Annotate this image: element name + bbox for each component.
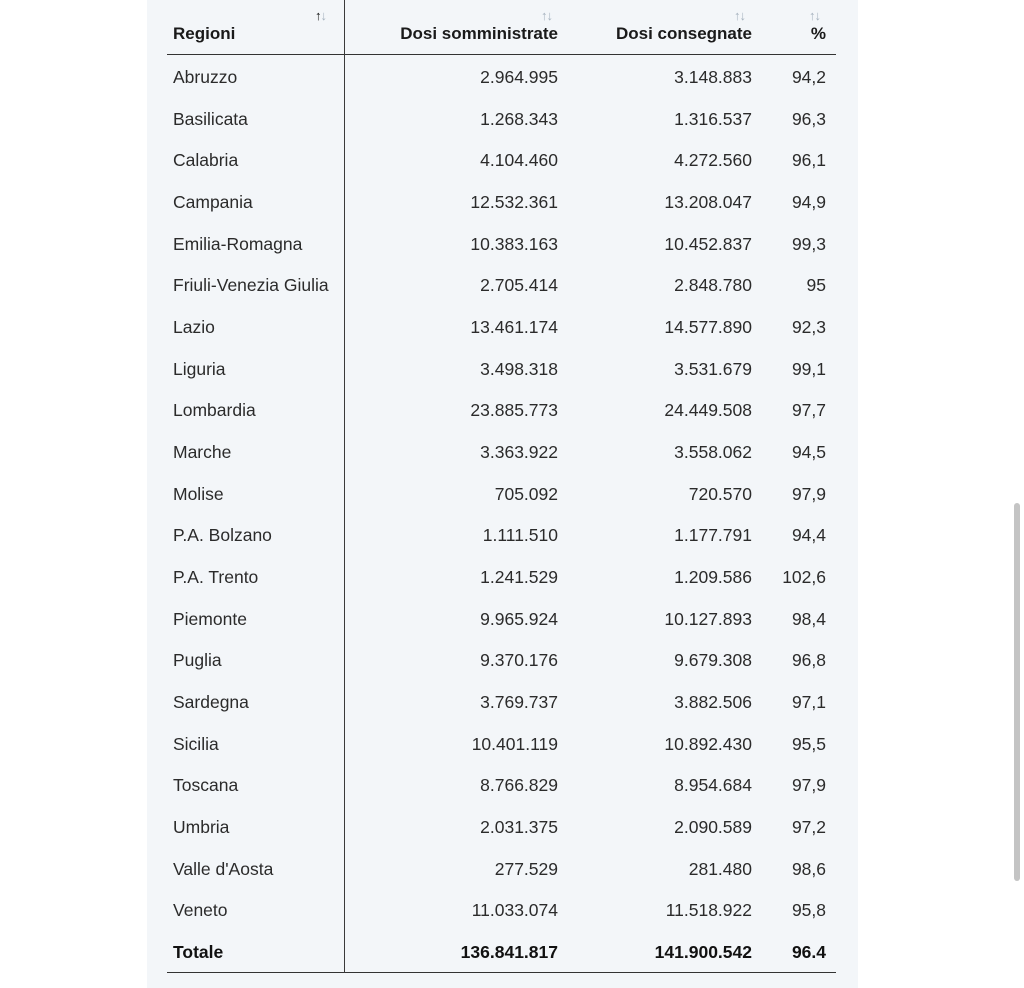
delivered-cell: 8.954.684 <box>674 775 752 796</box>
delivered-cell: 14.577.890 <box>664 316 752 337</box>
table-row <box>167 889 836 931</box>
table-row <box>167 306 836 348</box>
percent-cell: 98,4 <box>791 608 826 629</box>
region-cell: P.A. Bolzano <box>173 525 272 546</box>
administered-cell: 1.111.510 <box>482 525 558 546</box>
total-administered: 136.841.817 <box>460 942 558 962</box>
administered-cell: 277.529 <box>494 858 558 879</box>
region-cell: Friuli-Venezia Giulia <box>173 275 329 296</box>
delivered-cell: 3.882.506 <box>674 691 752 712</box>
percent-cell: 94,4 <box>791 525 826 546</box>
table-row <box>167 556 836 598</box>
header-region[interactable]: Regioni <box>173 24 236 43</box>
delivered-cell: 9.679.308 <box>674 650 752 671</box>
delivered-cell: 2.090.589 <box>674 816 752 837</box>
percent-cell: 95,8 <box>791 900 826 921</box>
table-row <box>167 764 836 806</box>
table-row <box>167 848 836 890</box>
sort-delivered-icon[interactable]: ↑↓ <box>734 8 745 23</box>
administered-cell: 13.461.174 <box>470 316 558 337</box>
delivered-cell: 1.209.586 <box>674 566 752 587</box>
percent-cell: 99,3 <box>791 233 826 254</box>
delivered-cell: 3.558.062 <box>674 441 752 462</box>
total-label: Totale <box>173 942 224 962</box>
delivered-cell: 720.570 <box>688 483 752 504</box>
header-delivered[interactable]: Dosi consegnate <box>615 24 752 43</box>
administered-cell: 9.370.176 <box>480 650 558 671</box>
percent-cell: 95,5 <box>791 733 826 754</box>
table-row <box>167 139 836 181</box>
administered-cell: 23.885.773 <box>470 400 558 421</box>
delivered-cell: 1.316.537 <box>674 108 752 129</box>
table-row <box>167 431 836 473</box>
header-administered[interactable]: Dosi somministrate <box>400 24 558 43</box>
table-row <box>167 389 836 431</box>
table-row <box>167 514 836 556</box>
table-row <box>167 598 836 640</box>
administered-cell: 12.532.361 <box>470 191 558 212</box>
percent-cell: 97,2 <box>791 816 826 837</box>
percent-cell: 96,8 <box>791 650 826 671</box>
administered-cell: 9.965.924 <box>480 608 558 629</box>
percent-cell: 95 <box>806 275 826 296</box>
table-row <box>167 473 836 515</box>
table-row <box>167 348 836 390</box>
delivered-cell: 281.480 <box>688 858 752 879</box>
region-cell: Sardegna <box>173 691 249 712</box>
delivered-cell: 13.208.047 <box>664 191 752 212</box>
table-row <box>167 723 836 765</box>
administered-cell: 3.498.318 <box>480 358 558 379</box>
percent-cell: 94,5 <box>791 441 826 462</box>
administered-cell: 10.383.163 <box>470 233 558 254</box>
region-cell: Basilicata <box>173 108 248 129</box>
delivered-cell: 10.127.893 <box>664 608 752 629</box>
region-cell: Liguria <box>173 358 226 379</box>
delivered-cell: 4.272.560 <box>674 150 752 171</box>
administered-cell: 2.964.995 <box>480 67 558 87</box>
region-cell: Sicilia <box>173 733 219 754</box>
administered-cell: 2.031.375 <box>480 816 558 837</box>
percent-cell: 94,2 <box>791 67 826 87</box>
administered-cell: 10.401.119 <box>471 733 558 754</box>
percent-cell: 97,9 <box>791 775 826 796</box>
region-cell: Lazio <box>173 316 215 337</box>
table-row <box>167 264 836 306</box>
region-cell: Calabria <box>173 150 239 171</box>
delivered-cell: 11.518.922 <box>665 900 752 921</box>
sort-percent-icon[interactable]: ↑↓ <box>809 8 820 23</box>
administered-cell: 1.241.529 <box>480 566 558 587</box>
region-cell: Puglia <box>173 650 222 671</box>
administered-cell: 11.033.074 <box>471 900 558 921</box>
region-cell: Molise <box>173 483 224 504</box>
table-row <box>167 56 836 98</box>
table-row <box>167 639 836 681</box>
administered-cell: 1.268.343 <box>480 108 558 129</box>
table-row <box>167 681 836 723</box>
region-cell: Campania <box>173 191 253 212</box>
table-row <box>167 98 836 140</box>
administered-cell: 3.769.737 <box>480 691 558 712</box>
region-cell: Piemonte <box>173 608 247 629</box>
administered-cell: 2.705.414 <box>480 275 558 296</box>
delivered-cell: 3.531.679 <box>674 358 752 379</box>
administered-cell: 8.766.829 <box>480 775 558 796</box>
percent-cell: 99,1 <box>791 358 826 379</box>
region-cell: Emilia-Romagna <box>173 233 303 254</box>
delivered-cell: 10.452.837 <box>664 233 752 254</box>
region-cell: Toscana <box>173 775 239 796</box>
region-cell: Lombardia <box>173 400 256 421</box>
administered-cell: 705.092 <box>494 483 558 504</box>
region-column-divider <box>344 0 345 973</box>
region-cell: P.A. Trento <box>173 566 259 587</box>
percent-cell: 92,3 <box>791 316 826 337</box>
region-cell: Abruzzo <box>173 67 238 87</box>
region-cell: Umbria <box>173 816 230 837</box>
total-percent: 96.4 <box>791 942 826 962</box>
percent-cell: 96,3 <box>791 108 826 129</box>
sort-administered-icon[interactable]: ↑↓ <box>541 8 552 23</box>
footer-divider <box>167 972 836 973</box>
table-total-row <box>167 931 836 973</box>
table-row <box>167 181 836 223</box>
header-divider <box>167 54 836 55</box>
delivered-cell: 10.892.430 <box>664 733 752 754</box>
sort-region-icon[interactable]: ↑↓ <box>315 8 326 23</box>
total-delivered: 141.900.542 <box>654 942 752 962</box>
header-percent[interactable]: % <box>810 24 826 43</box>
percent-cell: 97,7 <box>791 400 826 421</box>
percent-cell: 97,9 <box>791 483 826 504</box>
region-cell: Marche <box>173 441 232 462</box>
percent-cell: 98,6 <box>791 858 826 879</box>
table-row <box>167 806 836 848</box>
delivered-cell: 1.177.791 <box>674 525 752 546</box>
delivered-cell: 24.449.508 <box>664 400 752 421</box>
administered-cell: 3.363.922 <box>480 441 558 462</box>
region-cell: Valle d'Aosta <box>173 858 274 879</box>
delivered-cell: 2.848.780 <box>674 275 752 296</box>
table-row <box>167 223 836 265</box>
administered-cell: 4.104.460 <box>480 150 558 171</box>
percent-cell: 102,6 <box>782 566 826 587</box>
percent-cell: 97,1 <box>791 691 826 712</box>
percent-cell: 96,1 <box>791 150 826 171</box>
region-cell: Veneto <box>173 900 228 921</box>
scrollbar-thumb[interactable] <box>1014 503 1020 881</box>
delivered-cell: 3.148.883 <box>674 67 752 87</box>
percent-cell: 94,9 <box>791 191 826 212</box>
